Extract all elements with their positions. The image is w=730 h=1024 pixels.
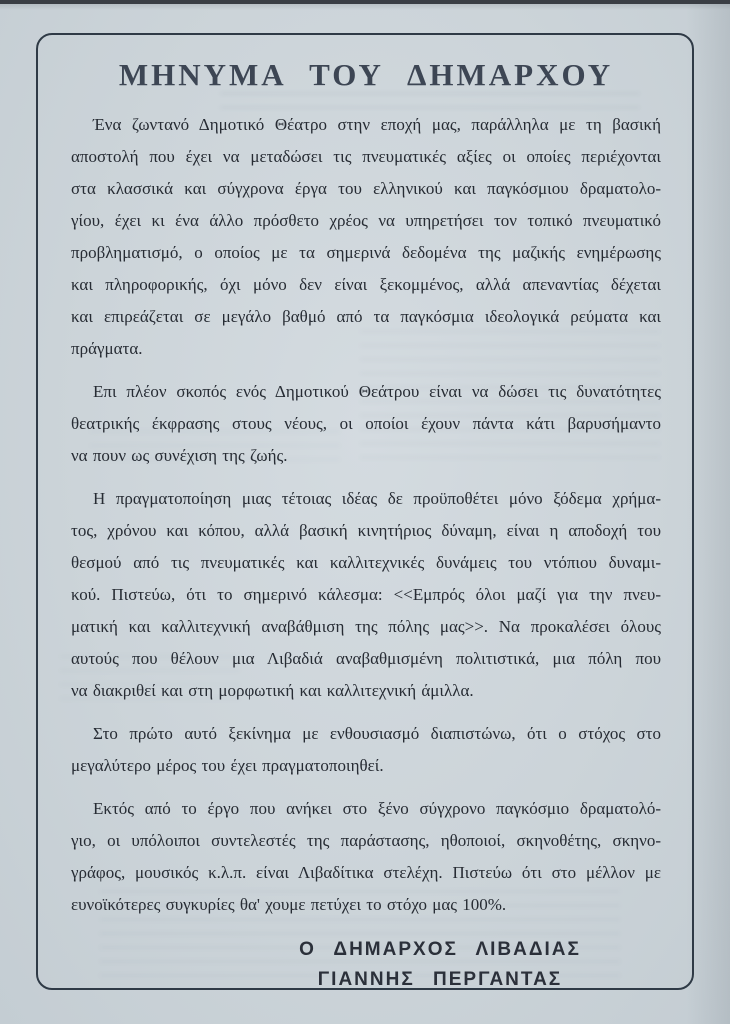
- text-line: γράφος, μουσικός κ.λ.π. είναι Λιβαδίτικα στελέχη. Πιστεύω ότι στο μέλλον με: [71, 863, 661, 882]
- paragraph: [71, 718, 661, 782]
- signature-title-line: Ο ΔΗΜΑΡΧΟΣ ΛΙΒΑΔΙΑΣ: [299, 939, 581, 960]
- text-line: αυτούς που θέλουν μια Λιβαδιά αναβαθμισμένη πολιτιστικά, μια πόλη που: [71, 649, 661, 668]
- text-line: να πουν ως συνέχιση της ζωής.: [71, 446, 288, 465]
- text-line: και επιρεάζεται σε μεγάλο βαθμό από τα παγκόσμια ιδεολογικά ρεύματα και: [71, 307, 661, 326]
- paragraph: [71, 483, 661, 707]
- signature-block: [275, 935, 605, 995]
- paragraph: [71, 109, 661, 365]
- document-body: [71, 109, 661, 921]
- text-line: πράγματα.: [71, 339, 143, 358]
- paragraph: [71, 793, 661, 921]
- text-line: προβληματισμό, ο οποίος με τα σημερινά δεδομένα της μαζικής ενημέρωσης: [71, 243, 661, 262]
- text-line: να διακριθεί και στη μορφωτική και καλλιτεχνική άμιλλα.: [71, 681, 474, 700]
- text-line: Επι πλέον σκοπός ενός Δημοτικού Θεάτρου είναι να δώσει τις δυνατότητες: [93, 382, 661, 401]
- page-title: ΜΗΝΥΜΑ ΤΟΥ ΔΗΜΑΡΧΟΥ: [118, 57, 614, 92]
- text-line: και πληροφορικής, όχι μόνο δεν είναι ξεκομμένος, αλλά απεναντίας δέχεται: [71, 275, 661, 294]
- text-line: ευνοϊκότερες συγκυρίες θα' χουμε πετύχει το στόχο μας 100%.: [71, 895, 507, 914]
- text-line: Στο πρώτο αυτό ξεκίνημα με ενθουσιασμό διαπιστώνω, ότι ο στόχος στο: [93, 724, 661, 743]
- text-line: στα κλασσικά και σύγχρονα έργα του ελληνικού και παγκόσμιου δραματολο-: [71, 179, 661, 198]
- text-line: Ένα ζωντανό Δημοτικό Θέατρο στην εποχή μας, παράλληλα με τη βασική: [93, 115, 661, 134]
- text-line: γιο, οι υπόλοιποι συντελεστές της παράστασης, ηθοποιοί, σκηνοθέτης, σκηνο-: [71, 831, 661, 850]
- text-line: θεατρικής έκφρασης στους νέους, οι οποίοι έχουν πάντα κάτι βαρυσήμαντο: [71, 414, 661, 433]
- text-line: κού. Πιστεύω, ότι το σημερινό κάλεσμα: <<Εμπρός όλοι μαζί για την πνευ-: [71, 585, 661, 604]
- text-line: Η πραγματοποίηση μιας τέτοιας ιδέας δε προϋποθέτει μόνο ξόδεμα χρήμα-: [93, 489, 661, 508]
- text-line: ματική και καλλιτεχνική αναβάθμιση της πόλης μας>>. Να προκαλέσει όλους: [71, 617, 661, 636]
- document-border-frame: [36, 33, 694, 990]
- text-line: μεγαλύτερο μέρος του έχει πραγματοποιηθεί.: [71, 756, 384, 775]
- scan-edge-strip: [0, 0, 730, 4]
- text-line: τος, χρόνου και κόπου, αλλά βασική κινητήριος δύναμη, είναι η αποδοχή του: [71, 521, 661, 540]
- text-line: γίου, έχει κι ένα άλλο πρόσθετο χρέος να υπηρετήσει τον τοπικό πνευματικό: [71, 211, 661, 230]
- paragraph: [71, 376, 661, 472]
- signature-name-line: ΓΙΑΝΝΗΣ ΠΕΡΓΑΝΤΑΣ: [317, 969, 563, 990]
- text-line: αποστολή που έχει να μεταδώσει τις πνευματικές αξίες οι οποίες περιέχονται: [71, 147, 661, 166]
- text-line: Εκτός από το έργο που ανήκει στο ξένο σύγχρονο παγκόσμιο δραματολό-: [93, 799, 661, 818]
- text-line: θεσμού από τις πνευματικές και καλλιτεχνικές δυνάμεις του ντόπιου δυναμι-: [71, 553, 661, 572]
